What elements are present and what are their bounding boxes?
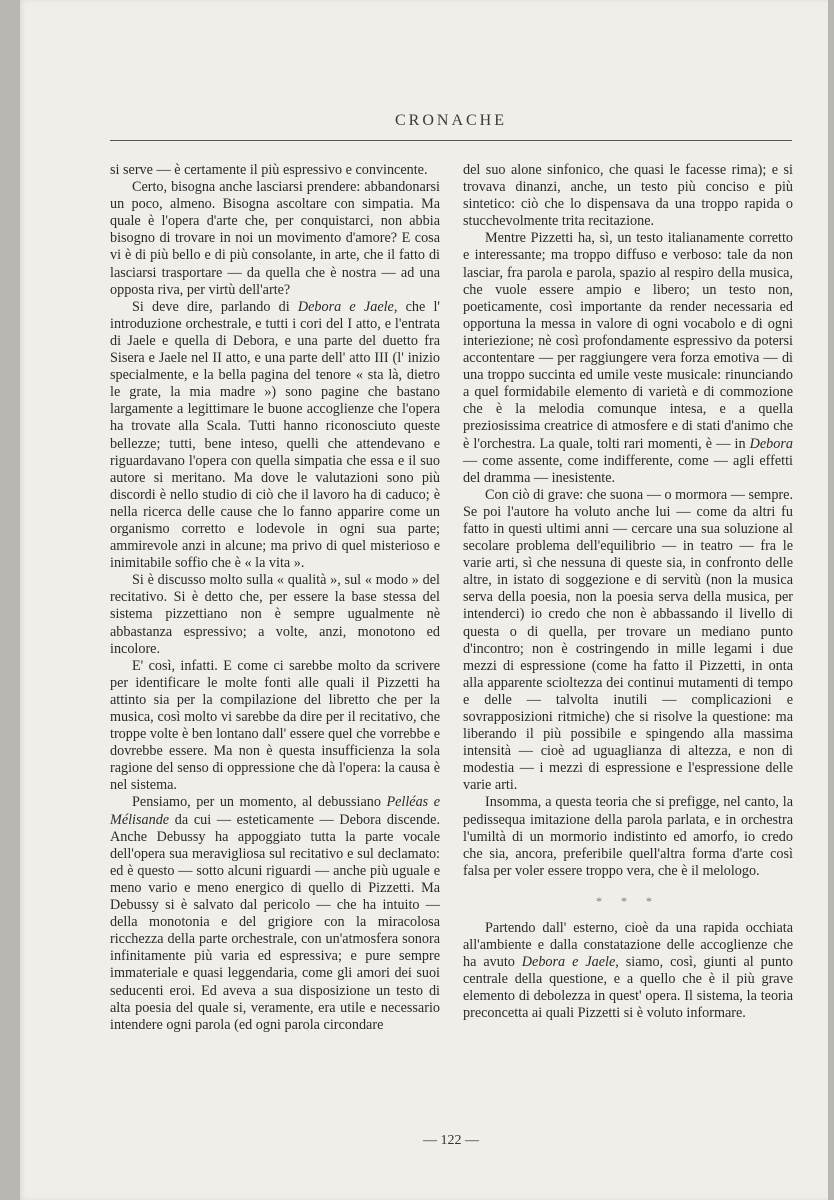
right-column bbox=[463, 162, 793, 1023]
paragraph bbox=[110, 794, 440, 1033]
page-number: — 122 — bbox=[423, 1133, 479, 1148]
running-head: CRONACHE bbox=[394, 112, 507, 129]
paragraph bbox=[463, 920, 793, 1023]
text: da cui — esteticamente — Debora discende. Anche Debussy ha appoggiato tutta la parte vocale dell'opera sua meravigliosa sul recitativo e sul declamato: ed è questo — sotto alcuni riguardi — anche più uguale e meno vario e meno energico di quello di Pizzetti. Ma Debussy si è salvato dal pericolo — che ha intuito — della monotonia e del grigiore con la miracolosa ricchezza della parte orchestrale, con un'atmosfera sonora infinitamente più varia ed espressiva; e pure sempre immateriale e quasi leggendaria, come gli amori dei suoi seducenti eroi. Ed aveva a sua disposizione un testo di alta poesia del quale si, veramente, era utile e necessario intendere ogni parola (ed ogni parola circondare bbox=[110, 811, 440, 1033]
page bbox=[20, 0, 828, 1200]
paragraph bbox=[110, 299, 440, 573]
paragraph bbox=[463, 230, 793, 486]
paragraph: Con ciò di grave: che suona — o mormora — sempre. Se poi l'autore ha voluto anche lui — come da altri fu fatto in questi ultimi anni — cercare una sua soluzione al secolare problema dell'equilibrio — in teatro — fra le varie arti, sì che nessuna di queste sia, in confronto delle altre, in istato di soggezione e di servitù (non la musica serva della poesia, non la poesia serva della musica, per intenderci) io credo che non è abbassando il livello di questa o di quella, per trovare un mediano punto d'incontro; non è costringendo in mille legami i due mezzi di espressione (come ha fatto il Pizzetti, in onta alla apparente scioltezza dei continui mutamenti di tempo e delle — talvolta inutili — complicazioni e sovrapposizioni ritmiche) che si risolve la questione: ma liberando il più possibile e spingendo alla massima intensità — cioè ad uguaglianza di altezza, e non di modestia — i mezzi di espressione e l'espressione delle varie arti. bbox=[463, 486, 793, 794]
paragraph: del suo alone sinfonico, che quasi le facesse rima); e si trovava dinanzi, anche, un testo più conciso e più sintetico: ciò che lo dispensava da una troppo rapida o stucchevolmente trita recitazione. bbox=[463, 162, 793, 230]
text: Pensiamo, per un momento, al debussiano bbox=[132, 794, 387, 811]
text: Mentre Pizzetti ha, sì, un testo italianamente corretto e interessante; ma troppo diffuso e verboso: tale da non lasciar, fra parola e parola, spazio al respiro della musica, che vuole essere ampio e libero; un testo non, poeticamente, così importante da render necessaria ed opportuna la messa in valore di ogni vocabolo e di ogni interiezione; nè così profondamente espressivo da potersi accontentare — per raggiungere vera forza emotiva — di una troppo succinta ed umile veste musicale: rinunciando a quel formidabile elemento di varietà e di commozione che è la melodia comunque intesa, e a quella preziosissima creatrice di atmosfere e di stati d'animo che è l'orchestra. La quale, tolti rari momenti, è — in bbox=[463, 230, 793, 452]
text: Partendo dall' esterno, cioè da una rapida occhiata all'ambiente e dalla constatazione delle accoglienze che ha avuto bbox=[463, 919, 793, 971]
opera-title: Debora e Jaele bbox=[297, 298, 394, 315]
header-rule bbox=[110, 140, 792, 141]
opera-title: Pelléas e Mélisande bbox=[110, 794, 440, 828]
text: — come assente, come indifferente, come — agli effetti del dramma — inesistente. bbox=[463, 452, 793, 486]
text: Si deve dire, parlando di bbox=[132, 298, 298, 315]
opera-title: Debora e Jaele bbox=[521, 954, 616, 971]
paragraph: Certo, bisogna anche lasciarsi prendere: abbandonarsi un poco, almeno. Bisogna ascoltare con simpatia. Ma quale è l'opera d'arte che, per conquistarci, non abbia bisogno di trovare in noi un movimento d'amore? E cosa vi è di più bello e di più consolante, in arte, che il fatto di lasciarsi trasportare — da quella che è nostra — ad una opposta riva, per virtù dell'arte? bbox=[110, 179, 440, 298]
text: , siamo, così, giunti al punto centrale della questione, e a quello che è il più grave elemento di debolezza in quest' opera. Il sistema, la teoria preconcetta ai quali Pizzetti si è voluto informare. bbox=[463, 954, 793, 1022]
paragraph: Insomma, a questa teoria che si prefigge, nel canto, la pedissequa imitazione della parola parlata, e in orchestra l'umiltà di un mormorio indistinto ed amorfo, io credo che sia, ancora, preferibile quell'altra forma d'arte così falsa per voler essere troppo vera, che è il melologo. bbox=[463, 794, 793, 879]
paragraph: si serve — è certamente il più espressivo e convincente. bbox=[110, 162, 428, 178]
opera-title: Debora bbox=[749, 435, 793, 452]
paragraph: E' così, infatti. E come ci sarebbe molto da scrivere per identificare le molte fonti alle quali il Pizzetti ha attinto sia per la compilazione del libretto che per la musica, così molto vi sarebbe da dire per il recitativo, che troppe volte è ben lontano dall' essere quel che vorrebbe e dovrebbe essere. Ma non è questa insufficienza la sola ragione del senso di oppressione che dà l'opera: la causa è nel sistema. bbox=[110, 657, 440, 794]
section-ornament: * * * bbox=[596, 893, 660, 908]
paragraph: Si è discusso molto sulla « qualità », sul « modo » del recitativo. Si è detto che, per essere la base stessa del sistema pizzettiano non è sempre ugualmente nè abbastanza espressivo; a volte, anzi, monotono ed incolore. bbox=[110, 572, 440, 657]
left-column bbox=[110, 162, 440, 1034]
text: , che l' introduzione orchestrale, e tutti i cori del I atto, e l'entrata di Jaele e quella di Debora, e una parte del duetto fra Sisera e Jaele nel II atto, e una parte dell' atto III (l' inizio specialmente, e la bella pagina del tenore « sta là, dietro le grate, la mia madre ») sono pagine che bastano largamente a legittimare le buone accoglienze che l'opera ha trovate alla Scala. Tutti hanno riconosciuto queste bellezze; tutti, bene inteso, quelli che attendevano e riguardavano l'opera con quella simpatia che essa e il suo autore si meritano. Ma dove le valutazioni sono più discordi è nello studio di ciò che il lavoro ha di caduco; è nella ricerca delle cause che lo fanno apparire come un organismo corretto e lodevole in ogni sua parte; ammirevole anzi in alcune; ma privo di quel misterioso e inimitabile soffio che è « la vita ». bbox=[110, 298, 440, 572]
